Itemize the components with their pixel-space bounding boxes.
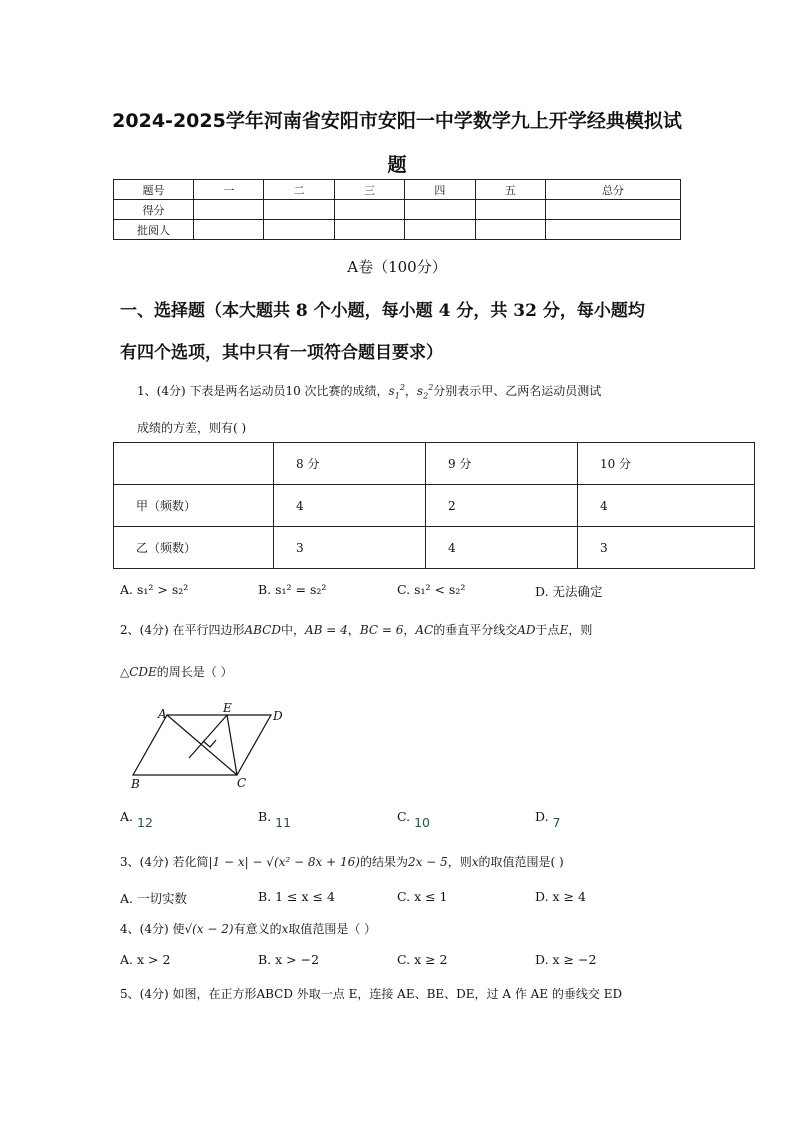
label-b: B [131,777,140,791]
score-cell[interactable] [334,200,404,220]
variance-symbol-2: $s_2^2$ [416,383,434,401]
question-2-stem-continued: △CDE的周长是（ ） [120,665,233,679]
label-c: C [237,776,247,790]
q1-table-cell: 2 [425,485,577,527]
score-header-cell: 三 [334,180,404,200]
section-1-heading-continued: 有四个选项，其中只有一项符合题目要求） [120,343,443,363]
q2-option-b[interactable]: B. 11 [258,809,292,830]
score-cell[interactable] [475,200,545,220]
page-title: 2024-2025学年河南省安阳市安阳一中学数学九上开学经典模拟试 [112,110,682,132]
question-1-stem: 1、(4分) 下表是两名运动员10 次比赛的成绩，$s_1^2$，$s_2^2$分别表示甲、乙两名运动员测试 [137,383,602,401]
question-2-stem: 2、(4分) 在平行四边形ABCD中，AB = 4，BC = 6，AC的垂直平分线交AD于点E，则 [120,623,593,637]
q3-option-c[interactable]: C. x ≤ 1 [397,889,448,904]
q1-option-c[interactable]: C. s₁² < s₂² [397,582,466,597]
q1-table-header-row [114,443,755,485]
section-1-heading: 一、选择题（本大题共 8 个小题，每小题 4 分，共 32 分，每小题均 [120,301,645,321]
score-header-cell: 题号 [114,180,194,200]
q3-expression: |1 − x| − √(x² − 8x + 16) [208,855,360,869]
score-cell[interactable] [546,200,681,220]
score-table-header-row [114,180,681,200]
question-1-stem-continued: 成绩的方差，则有( ) [137,421,247,435]
question-1-table [113,442,755,569]
q4-expression: √(x − 2) [184,922,234,936]
q1-table-cell [114,443,274,485]
q1-table-cell: 9 分 [425,443,577,485]
score-header-cell: 一 [194,180,264,200]
score-cell[interactable] [264,200,334,220]
score-table-row [114,220,681,240]
score-header-cell: 四 [405,180,475,200]
question-5-stem: 5、(4分) 如图，在正方形ABCD 外取一点 E，连接 AE、BE、DE，过 A 作 AE 的垂线交 ED [120,987,623,1001]
q3-option-b[interactable]: B. 1 ≤ x ≤ 4 [258,889,335,904]
label-a: A [158,707,167,721]
question-3-stem: 3、(4分) 若化简|1 − x| − √(x² − 8x + 16)的结果为2x − 5，则x的取值范围是( ) [120,855,564,869]
q2-option-a[interactable]: A. 12 [120,809,153,830]
q4-option-b[interactable]: B. x > −2 [258,952,320,967]
score-cell[interactable] [546,220,681,240]
q1-table-cell: 3 [274,527,426,569]
question-4-stem: 4、(4分) 使√(x − 2)有意义的x取值范围是（ ） [120,922,377,936]
label-e: E [223,701,232,715]
score-header-cell: 二 [264,180,334,200]
score-cell[interactable] [194,200,264,220]
q2-option-c[interactable]: C. 10 [397,809,430,830]
q4-option-d[interactable]: D. x ≥ −2 [535,952,597,967]
score-cell[interactable] [264,220,334,240]
q1-table-row [114,527,755,569]
q1-option-b[interactable]: B. s₁² = s₂² [258,582,327,597]
score-cell[interactable] [334,220,404,240]
score-row-label: 批阅人 [114,220,194,240]
perpendicular-bisector [189,715,227,758]
q1-option-d[interactable]: D. 无法确定 [535,584,603,599]
q1-table-cell: 3 [577,527,754,569]
q1-table-cell: 10 分 [577,443,754,485]
label-d: D [273,709,283,723]
score-cell[interactable] [475,220,545,240]
segment-ec [227,715,237,775]
score-cell[interactable] [194,220,264,240]
score-table-row [114,200,681,220]
q1-table-cell: 甲（频数） [114,485,274,527]
q2-option-d[interactable]: D. 7 [535,809,561,830]
q4-option-c[interactable]: C. x ≥ 2 [397,952,448,967]
variance-symbol-1: $s_1^2$ [388,383,405,401]
q1-table-row [114,485,755,527]
score-header-cell: 五 [475,180,545,200]
q1-option-a[interactable]: A. s₁² > s₂² [120,582,189,597]
q1-table-cell: 4 [274,485,426,527]
score-cell[interactable] [405,200,475,220]
right-angle-mark [203,740,216,747]
score-table [113,179,681,240]
q3-option-d[interactable]: D. x ≥ 4 [535,889,586,904]
q3-option-a[interactable]: A. 一切实数 [120,891,187,906]
q1-table-cell: 8 分 [274,443,426,485]
q4-option-a[interactable]: A. x > 2 [120,952,171,967]
page-title-continued: 题 [387,154,407,176]
score-cell[interactable] [405,220,475,240]
q1-text: 1、(4分) 下表是两名运动员10 次比赛的成绩， [137,384,389,398]
score-header-cell: 总分 [546,180,681,200]
q1-table-cell: 4 [425,527,577,569]
score-row-label: 得分 [114,200,194,220]
parallelogram-figure [120,700,300,795]
q1-table-cell: 4 [577,485,754,527]
volume-a-heading: A卷（100分） [347,258,447,276]
q1-table-cell: 乙（频数） [114,527,274,569]
diagonal-ac [167,715,237,775]
